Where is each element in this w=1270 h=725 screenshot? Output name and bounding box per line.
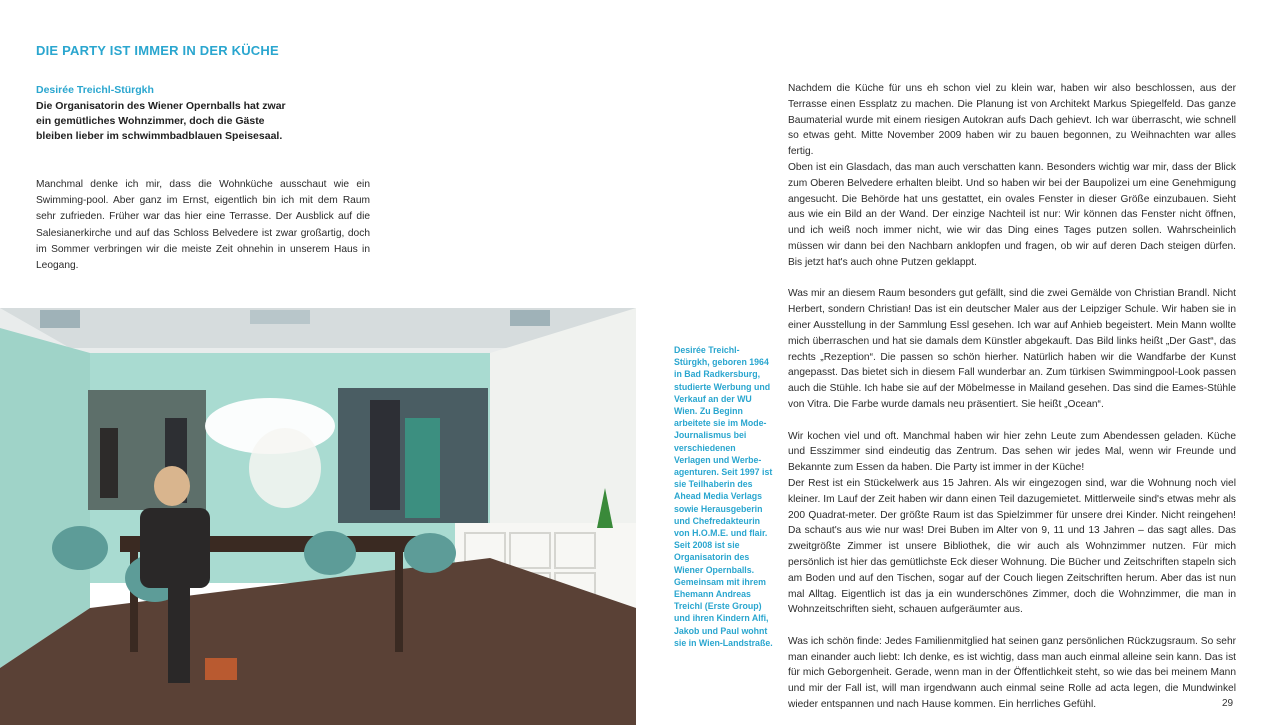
paragraph: Oben ist ein Glasdach, das man auch verschatten kann. Besonders wichtig war mir, dass der Blick zum Oberen Belvedere erhalten bleibt. Und so haben wir bei der Baupolizei um eine Genehmigung angesucht. Die Behörde hat uns gestattet, ein ovales Fenster in dieser Größe einzubauen. Sieht aus wie ein Bild an der Wand. Der einzige Nachteil ist nur: Wir können das Fenster nicht öffnen, und ich weiß noch immer nicht, wie wir das Ding eines Tages putzen sollen. Wahrscheinlich müssen wir dann bei den Nachbarn anklopfen und fragen, ob wir auf deren Dach steigen dürfen. Bis jetzt hat's auch ohne Putzen geklappt.	[788, 161, 1236, 268]
paragraph: Nachdem die Küche für uns eh schon viel zu klein war, haben wir also beschlossen, aus der Terrasse einen Essplatz zu machen. Die Planung ist von Architekt Markus Spiegelfeld. Das ganze Baumaterial wurde mit einem riesigen Autokran aufs Dach gehievt. Ich war überrascht, wie schnell so etwas geht. Mitte November 2009 haben wir zu bauen begonnen, zu Weihnachten war alles fertig.	[788, 83, 1236, 158]
paragraph: Was mir an diesem Raum besonders gut gefällt, sind die zwei Gemälde von Christian Brandl. Nicht Herbert, sondern Christian! Das ist ein deutscher Maler aus der Leipziger Schule. Wir haben sie in einer Ausstellung in der Sammlung Essl gesehen. Ich war auf Anhieb begeistert. Mein Mann wollte mich überraschen und hat sie damals dem Künstler abgekauft. Das Bild links heißt „Der Gast“, das rechts „Rezeption“. Die passen so schön hierher. Natürlich haben wir die Wandfarbe der Kunst angepasst. Das bietet sich in diesem Fall wunderbar an. Zum türkisen Swimmingpool-Look passen auch die Stühle. Ich habe sie auf der Möbelmesse in Mailand gesehen. Das sind die Eames-Stühle von Vitra. Die Farbe wurde damals neu präsentiert. Sie heißt „Ocean“.	[788, 288, 1236, 410]
lead-paragraph: Die Organisatorin des Wiener Opernballs hat zwar ein gemütliches Wohnzimmer, doch die Gäste bleiben lieber im schwimmbadblauen Speisesaal.	[36, 100, 286, 142]
author-name: Desirée Treichl-Stürgkh	[36, 84, 154, 96]
page-number: 29	[1222, 698, 1234, 709]
paragraph: Wir kochen viel und oft. Manchmal haben wir hier zehn Leute zum Abendessen geladen. Küche und Esszimmer sind eindeutig das Zentrum. Das sehen wir jedes Mal, wenn wir Freunde und Bekannte zum Essen da haben. Die Party ist immer in der Küche!	[788, 430, 1236, 474]
paragraph: Was ich schön finde: Jedes Familienmitglied hat seinen ganz persönlichen Rückzugsraum. So sehr man einander auch liebt: Ich denke, es ist wichtig, dass man auch einmal alleine sein kann. Das ist für mich Geborgenheit. Gerade, wenn man in der Öffentlichkeit steht, so wie das bei meinem Mann und mir der Fall ist, will man irgendwann auch einmal seine Rolle ad acta legen, die Mundwinkel wieder entspannen und nach Hause kommen. Ein herrliches Gefühl.	[788, 635, 1236, 711]
intro-paragraph: Manchmal denke ich mir, dass die Wohnküche ausschaut wie ein Swimming-pool. Aber ganz im Ernst, eigentlich bin ich mit dem Raum sehr zufrieden. Früher war das hier eine Terrasse. Der Ausblick auf die Salesianerkirche und auf das Schloss Belvedere ist zwar großartig, doch im Sommer verbringen wir die meiste Zeit ohnehin in unserem Haus in Leogang.	[36, 179, 370, 272]
right-column	[788, 81, 1236, 725]
photo	[0, 308, 636, 725]
paragraph: Der Rest ist ein Stückelwerk aus 15 Jahren. Als wir eingezogen sind, war die Wohnung noch viel kleiner. Im Lauf der Zeit haben wir dann einen Teil dazugemietet. Mittlerweile sind's etwas mehr als 200 Quadrat-meter. Der größte Raum ist das Spielzimmer für unsere drei Kinder. Nicht reingehen! Da schaut's aus wie nur was! Drei Buben im Alter von 9, 11 und 13 Jahren – das sagt alles. Das zweitgrößte Zimmer ist unsere Bibliothek, die wir auch als Wohnzimmer nutzen. Für mich persönlich ist hier das gemütlichste Eck dieser Wohnung. Die Bücher und Zeitschriften stapeln sich am Boden und auf den Tischen, sogar auf der Couch liegen Zeitschriften herum. Aber das ist nun mal Alltag. Eigentlich ist das ja ein wunderschönes Zimmer, doch die Wohnzimmer, die man in Wohnzeitschriften sieht, schauen aufgeräumter aus.	[788, 477, 1236, 616]
photo-caption: Desirée Treichl-Stürgkh, geboren 1964 in Bad Radkersburg, studierte Werbung und Verkauf an der WU Wien. Zu Beginn arbeitete sie im Mode-Journalismus bei verschiedenen Verlagen und Werbe-agenturen. Seit 1997 ist sie Teilhaberin des Ahead Media Verlags sowie Herausgeberin und Chefredakteurin von H.O.M.E. und flair. Seit 2008 ist sie Organisatorin des Wiener Opernballs. Gemeinsam mit ihrem Ehemann Andreas Treichl (Erste Group) und ihren Kindern Alfi, Jakob und Paul wohnt sie in Wien-Landstraße.	[674, 345, 773, 648]
section-title: DIE PARTY IST IMMER IN DER KÜCHE	[36, 43, 279, 58]
